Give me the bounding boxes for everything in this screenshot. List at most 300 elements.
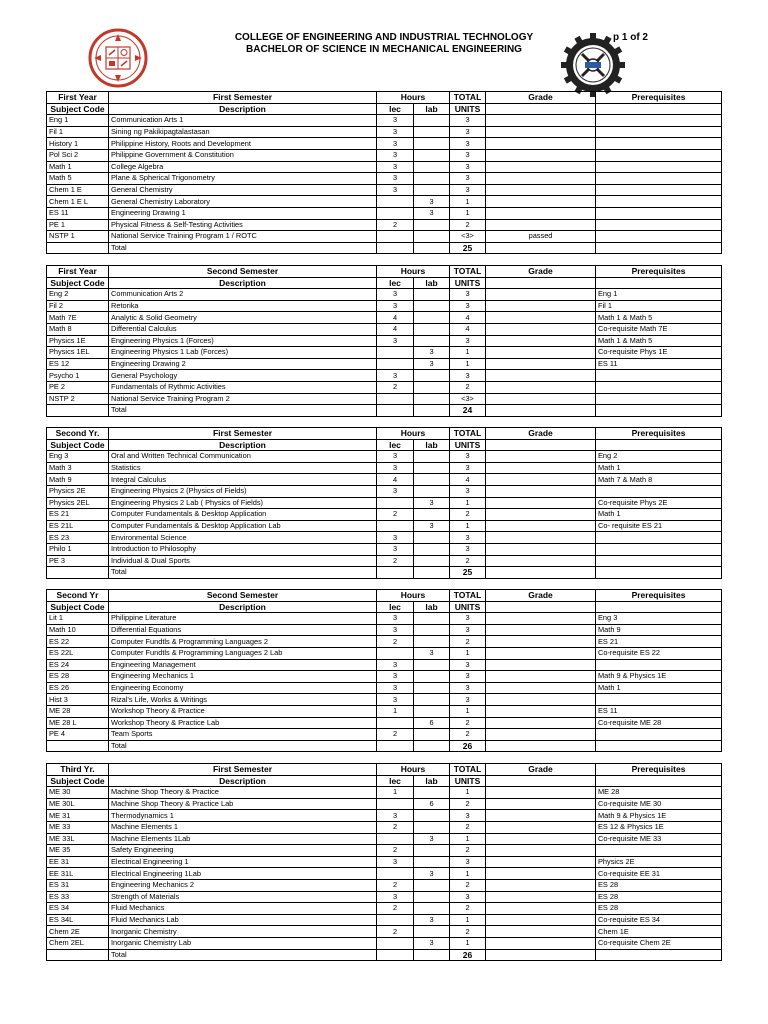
header-row bbox=[47, 601, 722, 613]
course-row bbox=[47, 879, 722, 891]
subject-code: PE 1 bbox=[47, 219, 109, 231]
lab-hours bbox=[414, 184, 450, 196]
prerequisite: Co- requisite ES 21 bbox=[596, 520, 722, 532]
grade bbox=[486, 520, 596, 532]
lab-hours bbox=[414, 451, 450, 463]
units: 1 bbox=[450, 705, 486, 717]
lec-header: lec bbox=[377, 775, 414, 787]
lec-hours: 3 bbox=[377, 370, 414, 382]
total-blank bbox=[47, 242, 109, 254]
course-description: Communication Arts 2 bbox=[109, 289, 377, 301]
subject-code: Math 7E bbox=[47, 312, 109, 324]
lec-hours: 3 bbox=[377, 624, 414, 636]
lab-hours bbox=[414, 462, 450, 474]
total-blank bbox=[47, 740, 109, 752]
total-header: TOTAL bbox=[450, 266, 486, 278]
course-description: Philippine History, Roots and Development bbox=[109, 138, 377, 150]
total-label: Total bbox=[109, 949, 377, 961]
grade bbox=[486, 312, 596, 324]
grade bbox=[486, 671, 596, 683]
description-header: Description bbox=[109, 277, 377, 289]
course-description: Introduction to Philosophy bbox=[109, 543, 377, 555]
units: 1 bbox=[450, 358, 486, 370]
semester-table bbox=[46, 91, 722, 254]
lec-hours: 2 bbox=[377, 381, 414, 393]
prerequisite bbox=[596, 543, 722, 555]
lab-hours bbox=[414, 671, 450, 683]
course-description: Inorganic Chemistry bbox=[109, 926, 377, 938]
lec-hours: 3 bbox=[377, 543, 414, 555]
header-row bbox=[47, 103, 722, 115]
units: 3 bbox=[450, 694, 486, 706]
units: 2 bbox=[450, 821, 486, 833]
lec-hours bbox=[377, 347, 414, 359]
prerequisite: Chem 1E bbox=[596, 926, 722, 938]
course-description: Engineering Drawing 2 bbox=[109, 358, 377, 370]
lec-hours: 2 bbox=[377, 845, 414, 857]
subject-code: ES 33 bbox=[47, 891, 109, 903]
header-row bbox=[47, 764, 722, 776]
grade bbox=[486, 149, 596, 161]
course-description: Engineering Physics 1 (Forces) bbox=[109, 335, 377, 347]
lab-hours: 3 bbox=[414, 937, 450, 949]
total-row bbox=[47, 567, 722, 579]
subject-code: Eng 2 bbox=[47, 289, 109, 301]
grade bbox=[486, 833, 596, 845]
header-row bbox=[47, 428, 722, 440]
prerequisites-header: Prerequisites bbox=[596, 428, 722, 440]
units: 1 bbox=[450, 520, 486, 532]
total-blank bbox=[486, 740, 596, 752]
subject-code: Lit 1 bbox=[47, 613, 109, 625]
subject-code: PE 4 bbox=[47, 729, 109, 741]
units: 3 bbox=[450, 682, 486, 694]
lab-hours bbox=[414, 381, 450, 393]
prerequisite bbox=[596, 207, 722, 219]
subject-code: ES 22L bbox=[47, 647, 109, 659]
prereq-header-blank bbox=[596, 775, 722, 787]
course-row bbox=[47, 323, 722, 335]
lab-hours bbox=[414, 219, 450, 231]
description-header: Description bbox=[109, 775, 377, 787]
course-row bbox=[47, 219, 722, 231]
course-row bbox=[47, 161, 722, 173]
subject-code: Physics 1EL bbox=[47, 347, 109, 359]
total-blank bbox=[596, 242, 722, 254]
subject-code: Math 9 bbox=[47, 474, 109, 486]
program-title: BACHELOR OF SCIENCE IN MECHANICAL ENGINEERING bbox=[246, 44, 522, 55]
lab-hours bbox=[414, 729, 450, 741]
subject-code: Philo 1 bbox=[47, 543, 109, 555]
total-units: 24 bbox=[450, 405, 486, 417]
prerequisite: Co-requisite ES 34 bbox=[596, 914, 722, 926]
lec-hours: 3 bbox=[377, 891, 414, 903]
course-row bbox=[47, 149, 722, 161]
hours-header: Hours bbox=[377, 428, 450, 440]
subject-code-header: Subject Code bbox=[47, 439, 109, 451]
lec-hours: 3 bbox=[377, 173, 414, 185]
total-blank bbox=[377, 740, 414, 752]
subject-code: Chem 1 E bbox=[47, 184, 109, 196]
total-row bbox=[47, 405, 722, 417]
units-header: UNITS bbox=[450, 103, 486, 115]
grade bbox=[486, 532, 596, 544]
prerequisite bbox=[596, 184, 722, 196]
prerequisite bbox=[596, 659, 722, 671]
course-description: Differential Calculus bbox=[109, 323, 377, 335]
grade bbox=[486, 555, 596, 567]
year-label: Second Yr. bbox=[47, 428, 109, 440]
course-description: Computer Fundamentals & Desktop Application bbox=[109, 509, 377, 521]
prerequisite: Eng 2 bbox=[596, 451, 722, 463]
lec-hours: 2 bbox=[377, 879, 414, 891]
prerequisite bbox=[596, 370, 722, 382]
lab-hours bbox=[414, 682, 450, 694]
grade bbox=[486, 289, 596, 301]
course-row bbox=[47, 694, 722, 706]
course-row bbox=[47, 937, 722, 949]
header-row bbox=[47, 439, 722, 451]
lec-hours: 3 bbox=[377, 485, 414, 497]
course-row bbox=[47, 115, 722, 127]
units: 3 bbox=[450, 532, 486, 544]
lec-hours bbox=[377, 833, 414, 845]
units: 2 bbox=[450, 903, 486, 915]
course-row bbox=[47, 381, 722, 393]
lab-header: lab bbox=[414, 439, 450, 451]
course-description: Computer Fundamentals & Desktop Application Lab bbox=[109, 520, 377, 532]
grade bbox=[486, 856, 596, 868]
grade: passed bbox=[486, 231, 596, 243]
subject-code: Math 3 bbox=[47, 462, 109, 474]
units-header: UNITS bbox=[450, 601, 486, 613]
grade bbox=[486, 694, 596, 706]
subject-code: Physics 1E bbox=[47, 335, 109, 347]
page-header bbox=[0, 32, 768, 92]
units: <3> bbox=[450, 393, 486, 405]
units: 2 bbox=[450, 729, 486, 741]
course-row bbox=[47, 173, 722, 185]
grade-header-blank bbox=[486, 103, 596, 115]
total-row bbox=[47, 949, 722, 961]
subject-code: ME 35 bbox=[47, 845, 109, 857]
subject-code: ME 30L bbox=[47, 798, 109, 810]
total-units: 25 bbox=[450, 242, 486, 254]
course-row bbox=[47, 833, 722, 845]
prerequisite: ES 11 bbox=[596, 705, 722, 717]
units: 3 bbox=[450, 624, 486, 636]
course-row bbox=[47, 126, 722, 138]
prerequisite: Math 1 bbox=[596, 509, 722, 521]
lec-hours: 3 bbox=[377, 138, 414, 150]
lab-hours bbox=[414, 532, 450, 544]
units: <3> bbox=[450, 231, 486, 243]
lab-hours: 3 bbox=[414, 207, 450, 219]
total-units: 26 bbox=[450, 949, 486, 961]
units: 3 bbox=[450, 659, 486, 671]
subject-code: Math 10 bbox=[47, 624, 109, 636]
prereq-header-blank bbox=[596, 601, 722, 613]
year-label: Second Yr bbox=[47, 590, 109, 602]
total-blank bbox=[414, 405, 450, 417]
units: 1 bbox=[450, 833, 486, 845]
prerequisites-header: Prerequisites bbox=[596, 266, 722, 278]
subject-code: Math 8 bbox=[47, 323, 109, 335]
hours-header: Hours bbox=[377, 590, 450, 602]
grade bbox=[486, 845, 596, 857]
subject-code: ES 26 bbox=[47, 682, 109, 694]
course-description: Thermodynamics 1 bbox=[109, 810, 377, 822]
prerequisite: Eng 3 bbox=[596, 613, 722, 625]
subject-code: NSTP 2 bbox=[47, 393, 109, 405]
units: 3 bbox=[450, 335, 486, 347]
grade bbox=[486, 323, 596, 335]
prerequisite bbox=[596, 115, 722, 127]
lab-hours bbox=[414, 856, 450, 868]
lab-hours bbox=[414, 474, 450, 486]
header-row bbox=[47, 590, 722, 602]
lab-hours bbox=[414, 845, 450, 857]
subject-code: PE 2 bbox=[47, 381, 109, 393]
grade bbox=[486, 729, 596, 741]
grade bbox=[486, 184, 596, 196]
course-description: Strength of Materials bbox=[109, 891, 377, 903]
course-description: Engineering Drawing 1 bbox=[109, 207, 377, 219]
course-row bbox=[47, 926, 722, 938]
lec-hours bbox=[377, 196, 414, 208]
units: 3 bbox=[450, 184, 486, 196]
grade-header: Grade bbox=[486, 266, 596, 278]
grade bbox=[486, 474, 596, 486]
subject-code: ME 31 bbox=[47, 810, 109, 822]
course-description: Machine Shop Theory & Practice Lab bbox=[109, 798, 377, 810]
subject-code: Physics 2EL bbox=[47, 497, 109, 509]
prerequisite bbox=[596, 173, 722, 185]
subject-code: ME 33 bbox=[47, 821, 109, 833]
lab-hours bbox=[414, 636, 450, 648]
course-row bbox=[47, 300, 722, 312]
grade bbox=[486, 370, 596, 382]
units: 2 bbox=[450, 555, 486, 567]
lec-hours: 2 bbox=[377, 219, 414, 231]
year-label: First Year bbox=[47, 266, 109, 278]
prerequisite: Eng 1 bbox=[596, 289, 722, 301]
course-description: Workshop Theory & Practice Lab bbox=[109, 717, 377, 729]
lec-hours bbox=[377, 914, 414, 926]
lec-hours bbox=[377, 647, 414, 659]
course-row bbox=[47, 555, 722, 567]
prerequisite: ES 28 bbox=[596, 879, 722, 891]
units: 4 bbox=[450, 312, 486, 324]
lec-hours: 4 bbox=[377, 323, 414, 335]
prerequisite: Math 1 bbox=[596, 462, 722, 474]
prerequisite: Math 9 & Physics 1E bbox=[596, 810, 722, 822]
subject-code: Eng 1 bbox=[47, 115, 109, 127]
header-row bbox=[47, 277, 722, 289]
units: 3 bbox=[450, 810, 486, 822]
lab-hours bbox=[414, 613, 450, 625]
total-blank bbox=[486, 405, 596, 417]
lab-hours bbox=[414, 509, 450, 521]
units: 3 bbox=[450, 451, 486, 463]
hours-header: Hours bbox=[377, 764, 450, 776]
total-label: Total bbox=[109, 405, 377, 417]
course-description: Statistics bbox=[109, 462, 377, 474]
course-row bbox=[47, 821, 722, 833]
lab-hours bbox=[414, 555, 450, 567]
units: 3 bbox=[450, 462, 486, 474]
lec-hours bbox=[377, 520, 414, 532]
course-row bbox=[47, 914, 722, 926]
course-row bbox=[47, 717, 722, 729]
grade bbox=[486, 821, 596, 833]
lec-hours: 3 bbox=[377, 659, 414, 671]
total-blank bbox=[414, 567, 450, 579]
lec-hours bbox=[377, 231, 414, 243]
lec-hours: 3 bbox=[377, 856, 414, 868]
course-row bbox=[47, 868, 722, 880]
units: 4 bbox=[450, 323, 486, 335]
units: 3 bbox=[450, 115, 486, 127]
grade bbox=[486, 173, 596, 185]
grade bbox=[486, 798, 596, 810]
total-blank bbox=[47, 405, 109, 417]
lec-hours: 3 bbox=[377, 532, 414, 544]
prerequisite: Math 7 & Math 8 bbox=[596, 474, 722, 486]
units: 3 bbox=[450, 856, 486, 868]
grade bbox=[486, 485, 596, 497]
grade bbox=[486, 138, 596, 150]
lab-header: lab bbox=[414, 103, 450, 115]
units: 3 bbox=[450, 891, 486, 903]
lab-hours: 3 bbox=[414, 196, 450, 208]
course-description: General Chemistry bbox=[109, 184, 377, 196]
subject-code-header: Subject Code bbox=[47, 103, 109, 115]
subject-code: ES 34L bbox=[47, 914, 109, 926]
semester-label: First Semester bbox=[109, 764, 377, 776]
grade bbox=[486, 358, 596, 370]
prerequisite: Co-requisite Phys 2E bbox=[596, 497, 722, 509]
course-description: Sining ng Pakikipagtalastasan bbox=[109, 126, 377, 138]
subject-code: Math 1 bbox=[47, 161, 109, 173]
lec-hours: 2 bbox=[377, 636, 414, 648]
units: 1 bbox=[450, 497, 486, 509]
lab-hours bbox=[414, 891, 450, 903]
grade bbox=[486, 868, 596, 880]
course-row bbox=[47, 520, 722, 532]
course-description: Inorganic Chemistry Lab bbox=[109, 937, 377, 949]
course-row bbox=[47, 497, 722, 509]
course-row bbox=[47, 798, 722, 810]
total-blank bbox=[596, 740, 722, 752]
prerequisite: ES 12 & Physics 1E bbox=[596, 821, 722, 833]
lec-hours: 2 bbox=[377, 821, 414, 833]
course-row bbox=[47, 509, 722, 521]
lab-hours bbox=[414, 393, 450, 405]
course-description: Oral and Written Technical Communication bbox=[109, 451, 377, 463]
course-row bbox=[47, 729, 722, 741]
course-description: Engineering Mechanics 1 bbox=[109, 671, 377, 683]
college-title: COLLEGE OF ENGINEERING AND INDUSTRIAL TECHNOLOGY bbox=[234, 32, 534, 43]
course-row bbox=[47, 335, 722, 347]
lec-hours bbox=[377, 497, 414, 509]
grade bbox=[486, 705, 596, 717]
prereq-header-blank bbox=[596, 439, 722, 451]
course-row bbox=[47, 370, 722, 382]
subject-code: ME 33L bbox=[47, 833, 109, 845]
total-blank bbox=[486, 567, 596, 579]
lec-hours bbox=[377, 868, 414, 880]
grade bbox=[486, 647, 596, 659]
prerequisite bbox=[596, 161, 722, 173]
grade bbox=[486, 682, 596, 694]
subject-code: Eng 3 bbox=[47, 451, 109, 463]
lab-hours: 3 bbox=[414, 520, 450, 532]
units: 1 bbox=[450, 347, 486, 359]
course-description: Electrical Engineering 1 bbox=[109, 856, 377, 868]
total-header: TOTAL bbox=[450, 590, 486, 602]
course-row bbox=[47, 543, 722, 555]
prerequisite: Math 9 & Physics 1E bbox=[596, 671, 722, 683]
subject-code: Psycho 1 bbox=[47, 370, 109, 382]
units: 2 bbox=[450, 381, 486, 393]
course-description: Machine Elements 1Lab bbox=[109, 833, 377, 845]
subject-code: ES 21L bbox=[47, 520, 109, 532]
lab-hours bbox=[414, 149, 450, 161]
subject-code: ES 21 bbox=[47, 509, 109, 521]
prerequisite: Math 1 bbox=[596, 682, 722, 694]
units-header: UNITS bbox=[450, 277, 486, 289]
prerequisite: Co-requisite ME 28 bbox=[596, 717, 722, 729]
subject-code: Chem 2E bbox=[47, 926, 109, 938]
total-label: Total bbox=[109, 567, 377, 579]
subject-code: ES 23 bbox=[47, 532, 109, 544]
lab-hours bbox=[414, 787, 450, 799]
units: 3 bbox=[450, 138, 486, 150]
subject-code: ES 12 bbox=[47, 358, 109, 370]
subject-code-header: Subject Code bbox=[47, 775, 109, 787]
course-row bbox=[47, 532, 722, 544]
lab-header: lab bbox=[414, 601, 450, 613]
course-row bbox=[47, 231, 722, 243]
grade bbox=[486, 196, 596, 208]
semester-table bbox=[46, 763, 722, 961]
course-row bbox=[47, 636, 722, 648]
course-description: Retorika bbox=[109, 300, 377, 312]
lab-hours bbox=[414, 126, 450, 138]
subject-code: ES 24 bbox=[47, 659, 109, 671]
lab-hours bbox=[414, 694, 450, 706]
grade bbox=[486, 879, 596, 891]
lab-hours bbox=[414, 231, 450, 243]
units: 3 bbox=[450, 149, 486, 161]
course-description: General Chemistry Laboratory bbox=[109, 196, 377, 208]
prerequisite: ES 28 bbox=[596, 903, 722, 915]
prerequisite: ES 28 bbox=[596, 891, 722, 903]
lec-hours: 3 bbox=[377, 462, 414, 474]
lab-hours: 3 bbox=[414, 868, 450, 880]
course-description: National Service Training Program 2 bbox=[109, 393, 377, 405]
lec-hours: 2 bbox=[377, 729, 414, 741]
prerequisite: ME 28 bbox=[596, 787, 722, 799]
total-units: 26 bbox=[450, 740, 486, 752]
course-row bbox=[47, 312, 722, 324]
lab-hours bbox=[414, 659, 450, 671]
prerequisite bbox=[596, 196, 722, 208]
lec-header: lec bbox=[377, 601, 414, 613]
lab-header: lab bbox=[414, 775, 450, 787]
lab-hours: 3 bbox=[414, 647, 450, 659]
